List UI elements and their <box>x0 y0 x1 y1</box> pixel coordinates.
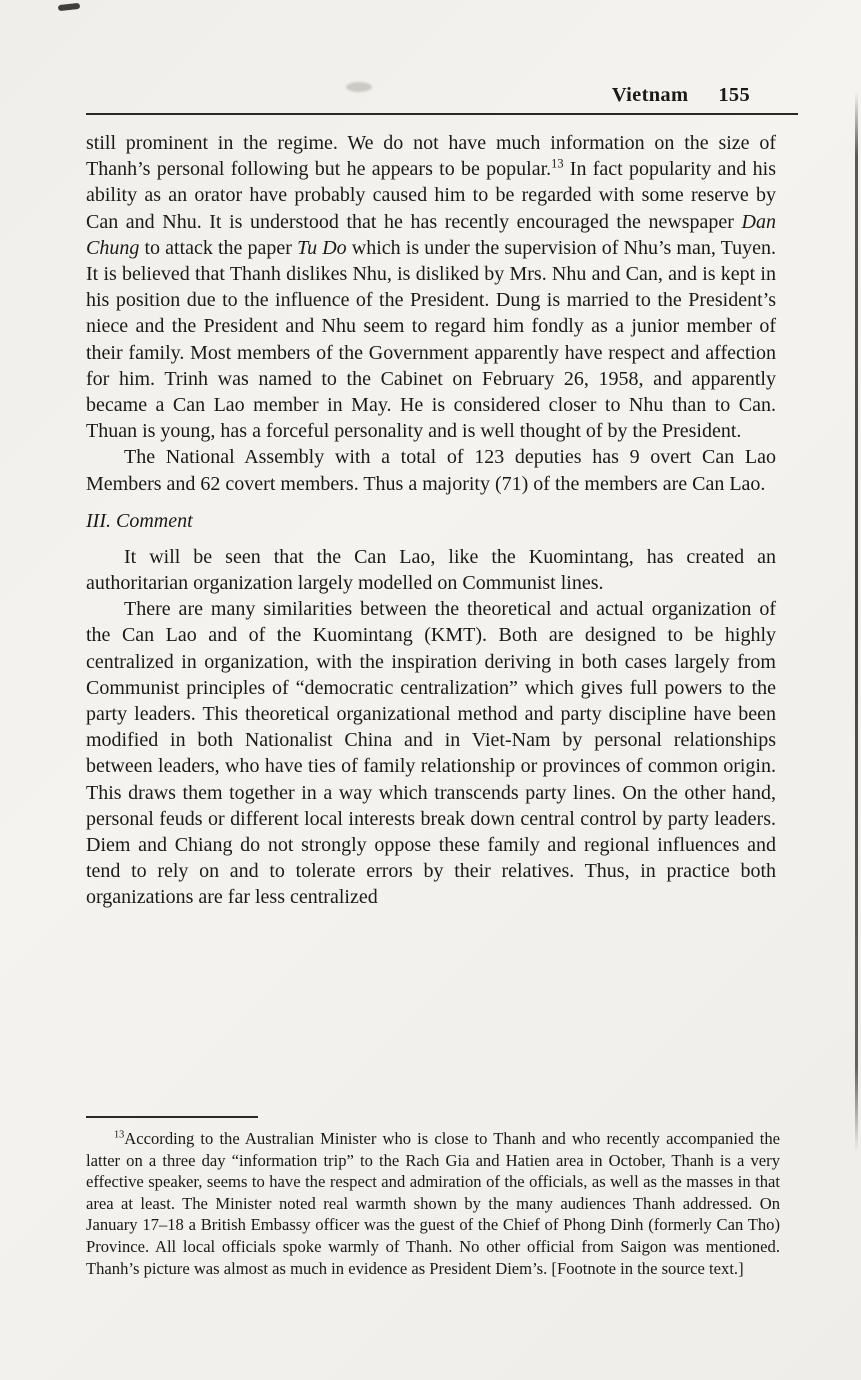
newspaper-title: Dan Chung <box>86 210 776 259</box>
paragraph <box>86 130 776 444</box>
scan-smudge <box>346 82 372 92</box>
running-head <box>86 84 750 107</box>
footnote-area <box>86 1116 780 1279</box>
paragraph: It will be seen that the Can Lao, like the Kuomintang, has created an authoritarian organization largely modelled on Communist lines. <box>86 545 776 595</box>
footnote-marker: 13 <box>114 1129 125 1141</box>
footnote-rule <box>86 1116 258 1118</box>
newspaper-title: Tu Do <box>297 236 347 259</box>
running-head-title: Vietnam <box>611 84 689 106</box>
page-number: 155 <box>718 84 750 106</box>
header-rule <box>86 113 798 115</box>
footnote <box>86 1128 780 1279</box>
paragraph-text: which is under the supervision of Nhu’s man, Tuyen. It is believed that Thanh dislikes Nhu, is disliked by Mrs. Nhu and Can, and is kept in his position due to the influence of the President. Dung is married to the President’s niece and the President and Nhu seem to regard him fondly as a junior member of their family. Most members of the Government apparently have respect and affection for him. Trinh was named to the Cabinet on February 26, 1958, and apparently became a Can Lao member in May. He is considered closer to Nhu than to Can. Thuan is young, has a forceful personality and is well thought of by the President. <box>86 236 776 443</box>
paragraph-text: In fact popularity and his ability as an orator have probably caused him to be regarded with some reserve by Can and Nhu. It is understood that he has recently encouraged the newspaper <box>86 158 776 233</box>
section-heading: III. Comment <box>86 509 193 532</box>
paragraph-text: to attack the paper <box>139 236 298 259</box>
footnote-text: According to the Australian Minister who is close to Thanh and who recently accompanied the latter on a three day “information trip” to the Rach Gia and Hatien area in October, Thanh is a very effective speaker, seems to have the respect and admiration of the officials, as well as the masses in that area at least. The Minister noted real warmth shown by the many audiences Thanh addressed. On January 17–18 a British Embassy officer was the guest of the Chief of Phong Dinh (formerly Can Tho) Province. All local officials spoke warmly of Thanh. No other official from Saigon was mentioned. Thanh’s picture was almost as much in evidence as President Diem’s. [Footnote in the source text.] <box>86 1129 780 1278</box>
paragraph-text: still prominent in the regime. We do not have much information on the size of Thanh’s personal following but he appears to be popular. <box>86 132 776 181</box>
paragraph: There are many similarities between the theoretical and actual organization of the Can Lao and of the Kuomintang (KMT). Both are designed to be highly centralized in organization, with the inspiration deriving in both cases largely from Communist principles of “democratic centralization” which gives full powers to the party leaders. This theoretical organizational method and party discipline have been modified in both Nationalist China and in Viet-Nam by personal relationships between leaders, who have ties of family relationship or provinces of common origin. This draws them together in a way which transcends party lines. On the other hand, personal feuds or different local interests break down central control by party leaders. Diem and Chiang do not strongly oppose these family and regional influences and tend to rely on and to tolerate errors by their relatives. Thus, in practice both organizations are far less centralized <box>86 598 776 909</box>
page-body <box>86 130 776 911</box>
footnote-reference: 13 <box>551 156 564 171</box>
scan-edge-line <box>855 92 858 1152</box>
paragraph: The National Assembly with a total of 123 deputies has 9 overt Can Lao Members and 62 covert members. Thus a majority (71) of the members are Can Lao. <box>86 446 776 495</box>
scan-smudge <box>58 3 81 11</box>
